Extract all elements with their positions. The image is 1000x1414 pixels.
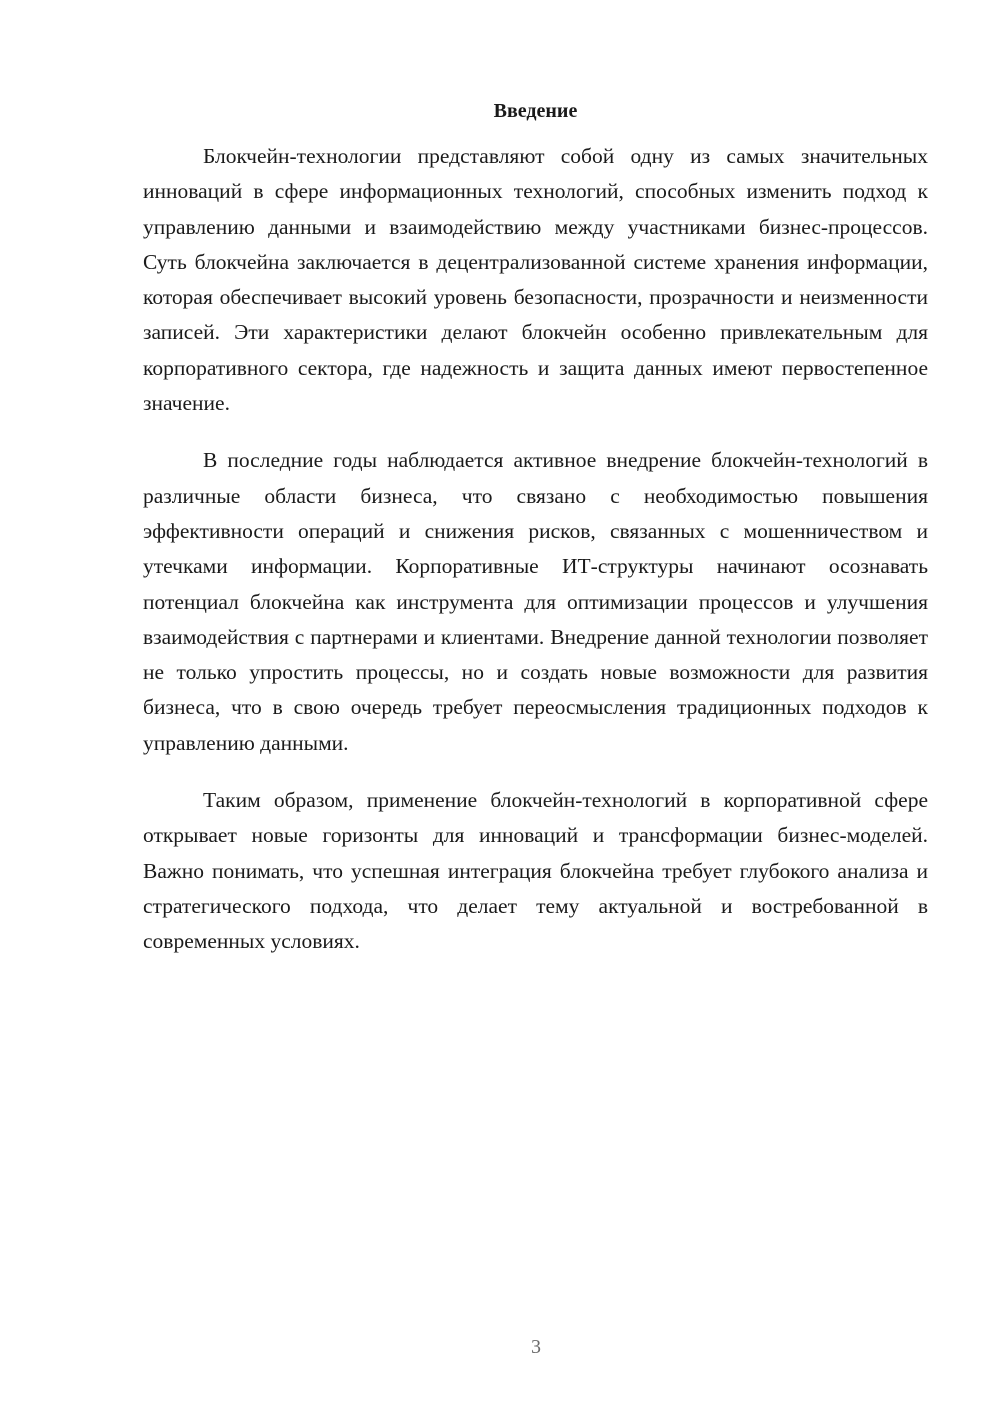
paragraph-3: Таким образом, применение блокчейн-технологий в корпоративной сфере открывает новые горизонты для инноваций и трансформации бизнес-моделей. Важно понимать, что успешная интеграция блокчейна требует глубокого анализа и стратегического подхода, что делает тему актуальной и востребованной в современных условиях.	[143, 788, 928, 954]
page-number: 3	[531, 1336, 541, 1358]
document-body	[143, 96, 928, 982]
section-heading: Введение	[493, 100, 578, 122]
paragraph-2: В последние годы наблюдается активное внедрение блокчейн-технологий в различные области бизнеса, что связано с необходимостью повышения эффективности операций и снижения рисков, связанных с мошенничеством и утечками информации. Корпоративные ИТ-структуры начинают осознавать потенциал блокчейна как инструмента для оптимизации процессов и улучшения взаимодействия с партнерами и клиентами. Внедрение данной технологии позволяет не только упростить процессы, но и создать новые возможности для развития бизнеса, что в свою очередь требует переосмысления традиционных подходов к управлению данными.	[143, 448, 928, 755]
paragraph-1: Блокчейн-технологии представляют собой одну из самых значительных инноваций в сфере информационных технологий, способных изменить подход к управлению данными и взаимодействию между участниками бизнес-процессов. Суть блокчейна заключается в децентрализованной системе хранения информации, которая обеспечивает высокий уровень безопасности, прозрачности и неизменности записей. Эти характеристики делают блокчейн особенно привлекательным для корпоративного сектора, где надежность и защита данных имеют первостепенное значение.	[143, 144, 928, 416]
